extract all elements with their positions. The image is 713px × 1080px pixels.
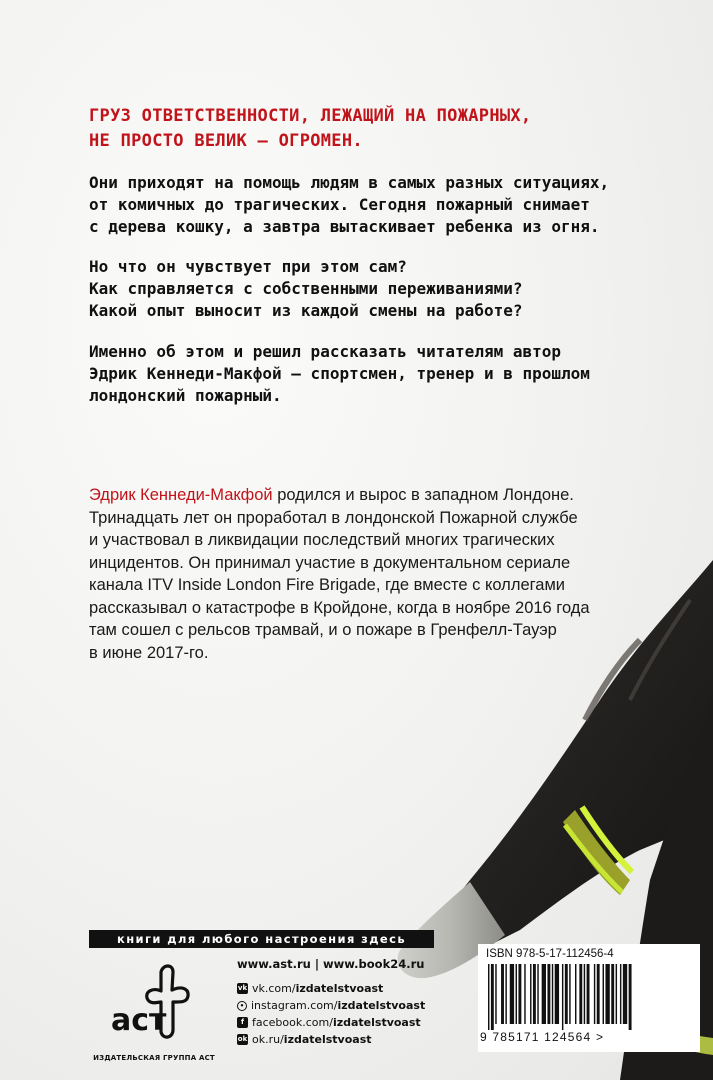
social-prefix: vk.com/ bbox=[252, 982, 296, 995]
instagram-icon: • bbox=[237, 1001, 247, 1011]
paragraph-line: с дерева кошку, а завтра вытаскивает ребенка из огня. bbox=[89, 217, 600, 236]
paragraph-line: Они приходят на помощь людям в самых разных ситуациях, bbox=[89, 173, 610, 192]
barcode-bar bbox=[562, 964, 563, 1030]
bio-line: рассказывал о катастрофе в Кройдоне, когда в ноябре 2016 года bbox=[89, 598, 590, 617]
author-bio bbox=[89, 484, 649, 664]
barcode-bar bbox=[488, 964, 489, 1030]
isbn-barcode-box bbox=[478, 944, 700, 1052]
facebook-icon: f bbox=[237, 1017, 248, 1028]
social-prefix: facebook.com/ bbox=[252, 1016, 333, 1029]
publisher-websites[interactable]: www.ast.ru | www.book24.ru bbox=[237, 957, 425, 971]
barcode-bar bbox=[584, 964, 585, 1024]
barcode-bar bbox=[603, 964, 604, 1024]
barcode-bar bbox=[542, 964, 546, 1024]
barcode-bar bbox=[501, 964, 504, 1024]
ast-logo-letters: аст bbox=[111, 1003, 167, 1038]
paragraph-line: Именно об этом и решил рассказать читателям автор bbox=[89, 342, 562, 361]
headline-line: НЕ ПРОСТО ВЕЛИК – ОГРОМЕН. bbox=[89, 131, 363, 151]
barcode-bar bbox=[620, 964, 621, 1024]
ast-logo bbox=[89, 958, 219, 1068]
isbn-label: ISBN 978-5-17-112456-4 bbox=[486, 948, 614, 960]
bio-line: инцидентов. Он принимал участие в документальном сериале bbox=[89, 553, 571, 572]
social-handle: izdatelstvoast bbox=[337, 999, 426, 1012]
headline bbox=[89, 104, 649, 154]
barcode-bar bbox=[597, 964, 600, 1024]
odnoklassniki-icon: ok bbox=[237, 1035, 248, 1043]
bio-line: и участвовал в ликвидации последствий многих трагических bbox=[89, 531, 555, 549]
paragraph-line: от комичных до трагических. Сегодня пожарный снимает bbox=[89, 195, 590, 214]
paragraph-author-intro bbox=[89, 341, 649, 407]
barcode-bar bbox=[524, 964, 525, 1024]
paragraph-line: лондонский пожарный. bbox=[89, 386, 282, 405]
paragraph-intro bbox=[89, 172, 649, 238]
paragraph-line: Какой опыт выносит из каждой смены на работе? bbox=[89, 301, 523, 320]
barcode-bar bbox=[505, 964, 506, 1024]
social-handle: izdatelstvoast bbox=[283, 1033, 372, 1046]
barcode-bar bbox=[491, 964, 494, 1030]
paragraph-questions bbox=[89, 256, 649, 322]
publisher-caption: ИЗДАТЕЛЬСКАЯ ГРУППА АСТ bbox=[93, 1054, 215, 1062]
barcode-bar bbox=[518, 964, 521, 1024]
social-link-vk[interactable] bbox=[237, 980, 437, 997]
social-link-instagram[interactable] bbox=[237, 997, 437, 1014]
bio-first-line-rest: родился и вырос в западном Лондоне. bbox=[272, 486, 574, 504]
barcode-bar bbox=[575, 964, 576, 1024]
bio-line: там сошел с рельсов трамвай, и о пожаре в Гренфелл-Тауэр bbox=[89, 621, 557, 639]
paragraph-line: Эдрик Кеннеди-Макфой — спортсмен, тренер и в прошлом bbox=[89, 364, 590, 383]
headline-line: ГРУЗ ОТВЕТСТВЕННОСТИ, ЛЕЖАЩИЙ НА ПОЖАРНЫХ, bbox=[89, 106, 532, 126]
barcode-bar bbox=[537, 964, 538, 1024]
social-prefix: ok.ru/ bbox=[252, 1033, 284, 1046]
barcode-bar bbox=[611, 964, 614, 1024]
barcode-bar bbox=[565, 964, 568, 1024]
social-link-facebook[interactable] bbox=[237, 1014, 437, 1031]
social-prefix: instagram.com/ bbox=[251, 999, 338, 1012]
barcode-bar bbox=[629, 964, 632, 1030]
barcode-bar bbox=[587, 964, 590, 1024]
social-handle: izdatelstvoast bbox=[295, 982, 384, 995]
barcode-bar bbox=[579, 964, 582, 1024]
bio-first-line bbox=[89, 484, 649, 507]
vk-icon: vk bbox=[237, 984, 248, 992]
barcode-bar bbox=[510, 964, 514, 1024]
barcode bbox=[486, 964, 692, 1030]
bio-line: в июне 2017-го. bbox=[89, 643, 209, 662]
barcode-bar bbox=[605, 964, 609, 1024]
barcode-bar bbox=[552, 964, 553, 1024]
bio-line: канала ITV Inside London Fire Brigade, где вместе с коллегами bbox=[89, 576, 566, 594]
social-link-odnoklassniki[interactable] bbox=[237, 1031, 437, 1048]
tagline-banner: книги для любого настроения здесь bbox=[89, 930, 434, 948]
barcode-bar bbox=[547, 964, 550, 1024]
social-handle: izdatelstvoast bbox=[332, 1016, 421, 1029]
barcode-bar bbox=[623, 964, 627, 1024]
author-name: Эдрик Кеннеди-Макфой bbox=[89, 486, 273, 504]
barcode-bar bbox=[555, 964, 559, 1024]
paragraph-line: Но что он чувствует при этом сам? bbox=[89, 257, 407, 276]
publisher-links bbox=[237, 957, 437, 1048]
paragraph-line: Как справляется с собственными переживаниями? bbox=[89, 279, 523, 298]
isbn-digits: 9 785171 124564 > bbox=[480, 1030, 605, 1044]
barcode-bar bbox=[530, 964, 531, 1024]
barcode-bar bbox=[616, 964, 617, 1024]
barcode-bar bbox=[495, 964, 496, 1024]
barcode-bar bbox=[569, 964, 570, 1024]
barcode-bar bbox=[594, 964, 595, 1024]
barcode-bar bbox=[516, 964, 517, 1024]
bio-line: Тринадцать лет он проработал в лондонской Пожарной службе bbox=[89, 508, 578, 527]
barcode-bar bbox=[533, 964, 536, 1024]
